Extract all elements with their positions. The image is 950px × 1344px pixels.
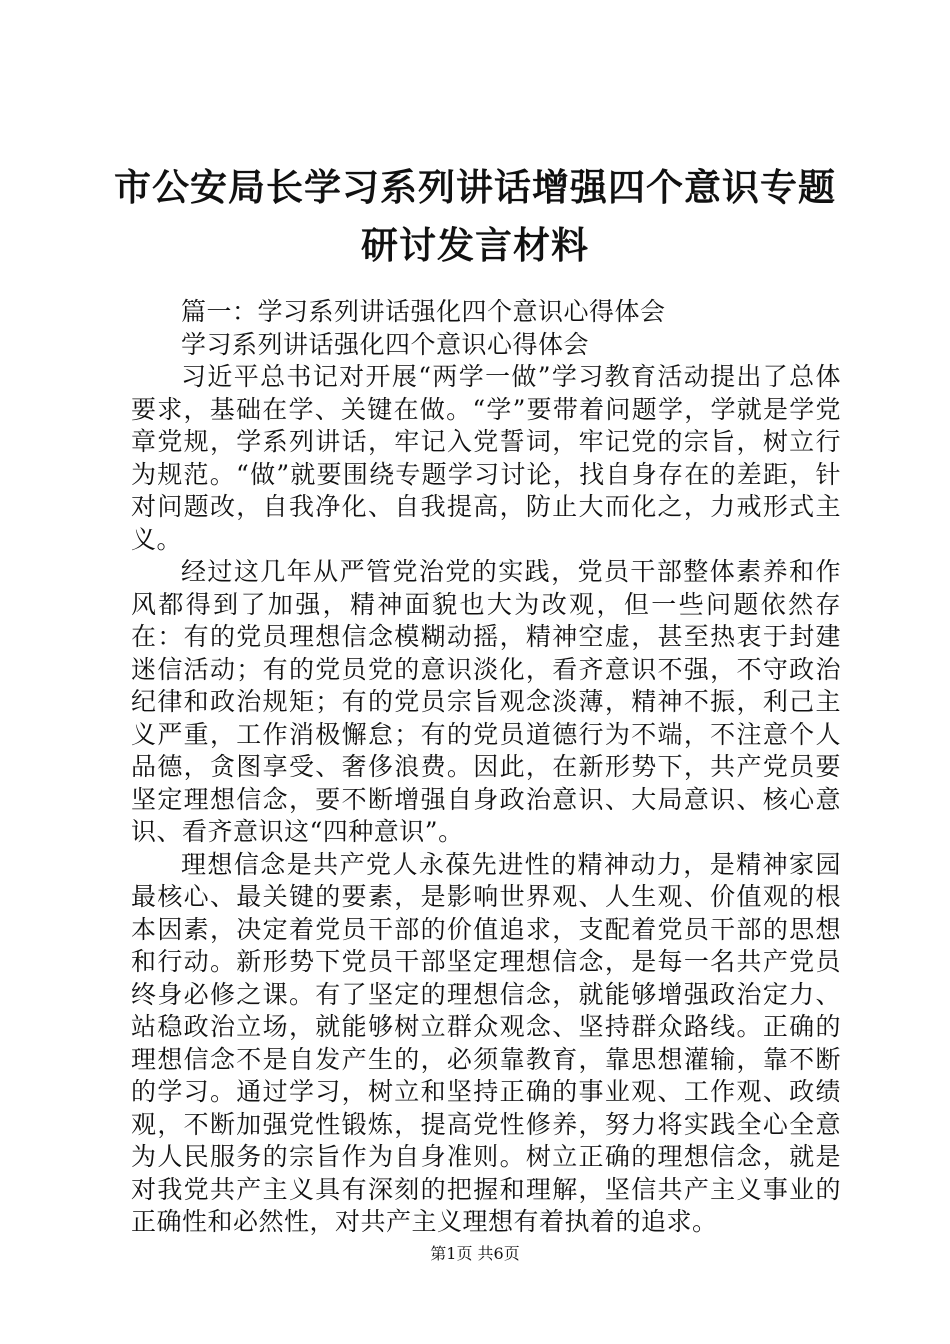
body-paragraph: 理想信念是共产党人永葆先进性的精神动力，是精神家园最核心、最关键的要素，是影响世界观、人生观、价值观的根本因素，决定着党员干部的价值追求，支配着党员干部的思想和行动。新形势下党员干部坚定理想信念，是每一名共产党员终身必修之课。有了坚定的理想信念，就能够增强政治定力、站稳政治立场，就能够树立群众观念、坚持群众路线。正确的理想信念不是自发产生的，必须靠教育，靠思想灌输，靠不断的学习。通过学习，树立和坚持正确的事业观、工作观、政绩观，不断加强党性锻炼，提高党性修养，努力将实践全心全意为人民服务的宗旨作为自身准则。树立正确的理想信念，就是对我党共产主义具有深刻的把握和理解，坚信共产主义事业的正确性和必然性，对共产主义理想有着执着的追求。 [131, 849, 841, 1236]
document-body [131, 296, 841, 1239]
section-heading: 篇一：学习系列讲话强化四个意识心得体会 [181, 297, 666, 326]
subsection-heading: 学习系列讲话强化四个意识心得体会 [181, 329, 590, 359]
body-paragraph: 经过这几年从严管党治党的实践，党员干部整体素养和作风都得到了加强，精神面貌也大为改观，但一些问题依然存在：有的党员理想信念模糊动摇，精神空虚，甚至热衷于封建迷信活动；有的党员党的意识淡化，看齐意识不强，不守政治纪律和政治规矩；有的党员宗旨观念淡薄，精神不振，利己主义严重，工作消极懈怠；有的党员道德行为不端，不注意个人品德，贪图享受、奢侈浪费。因此，在新形势下，共产党员要坚定理想信念，要不断增强自身政治意识、大局意识、核心意识、看齐意识这“四种意识”。 [131, 557, 841, 846]
page-number-footer: 第1页 共6页 [430, 1244, 520, 1263]
body-paragraph: 习近平总书记对开展“两学一做”学习教育活动提出了总体要求，基础在学、关键在做。“学”要带着问题学，学就是学党章党规，学系列讲话，牢记入党誓词，牢记党的宗旨，树立行为规范。“做”就要围绕专题学习讨论，找自身存在的差距，针对问题改，自我净化、自我提高，防止大而化之，力戒形式主义。 [131, 362, 841, 554]
document-title: 市公安局长学习系列讲话增强四个意识专题研讨发言材料 [114, 165, 836, 267]
